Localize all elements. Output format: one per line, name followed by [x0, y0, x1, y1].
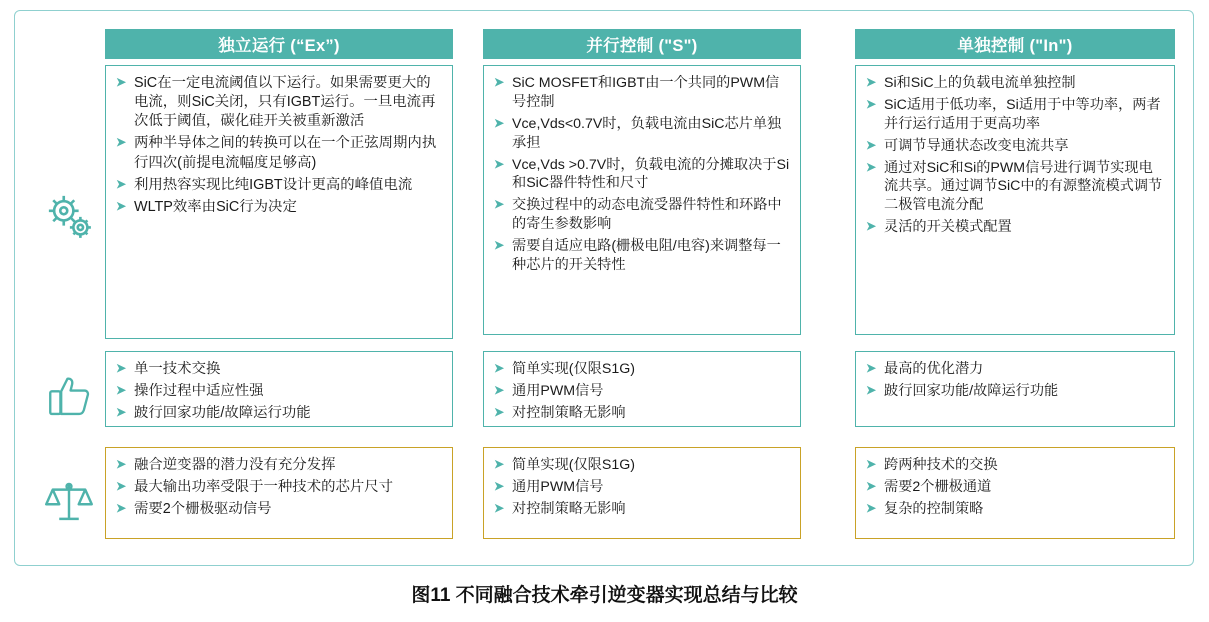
bullet-arrow-icon: ➤ [494, 478, 505, 493]
feature-list [862, 74, 1166, 237]
bullet-arrow-icon: ➤ [866, 500, 877, 515]
bullet-arrow-icon: ➤ [494, 500, 505, 515]
list-item [112, 360, 444, 379]
column-parallel [483, 11, 801, 565]
list-item-text: Vce,Vds >0.7V时，负载电流的分摊取决于Si和SiC器件特性和尺寸 [512, 156, 790, 192]
gear-icon [33, 61, 105, 371]
list-item [862, 159, 1166, 216]
bullet-arrow-icon: ➤ [116, 501, 127, 516]
list-item [490, 404, 792, 423]
bullet-arrow-icon: ➤ [494, 361, 505, 375]
thumbs-up-icon [33, 351, 105, 441]
list-item-text: 跛行回家功能/故障运行功能 [134, 405, 311, 422]
list-item-text: SiC在一定电流阈值以下运行。如果需要更大的电流，则SiC关闭，只有IGBT运行。一旦电流再次低于阈值，碳化硅开关被重新激活 [134, 75, 436, 130]
list-item-text: 对控制策略无影响 [512, 404, 626, 421]
bullet-arrow-icon: ➤ [866, 219, 877, 234]
list-item-text: Si和SiC上的负载电流单独控制 [884, 75, 1076, 91]
list-item [490, 500, 792, 519]
column-pros-box [483, 351, 801, 427]
list-item-text: 跨两种技术的交换 [884, 457, 998, 473]
list-item [862, 74, 1166, 93]
list-item [112, 176, 444, 195]
bullet-arrow-icon: ➤ [116, 176, 127, 191]
figure-caption: 图11 不同融合技术牵引逆变器实现总结与比较 [411, 585, 798, 606]
list-item-text: 简单实现(仅限S1G) [512, 361, 635, 377]
bullet-arrow-icon: ➤ [866, 457, 877, 471]
feature-list [112, 74, 444, 217]
list-item-text: 简单实现(仅限S1G) [512, 457, 635, 473]
column-title: 并行控制 ("S") [483, 29, 801, 59]
list-item [112, 478, 444, 497]
list-item [112, 404, 444, 423]
list-item-text: 通过对SiC和Si的PWM信号进行调节实现电流共享。通过调节SiC中的有源整流模式调节二极管电流分配 [884, 159, 1163, 214]
list-item [490, 115, 792, 153]
bullet-arrow-icon: ➤ [116, 479, 127, 494]
bullet-arrow-icon: ➤ [494, 115, 505, 130]
list-item-text: 单一技术交换 [134, 361, 221, 377]
pros-list [490, 360, 792, 423]
list-item [490, 237, 792, 275]
bullet-arrow-icon: ➤ [866, 361, 877, 375]
bullet-arrow-icon: ➤ [116, 361, 127, 375]
cons-list [112, 456, 444, 519]
column-individual [855, 11, 1175, 565]
list-item-text: 可调节导通状态改变电流共享 [884, 137, 1069, 154]
list-item-text: 交换过程中的动态电流受器件特性和环路中的寄生参数影响 [512, 197, 782, 233]
bullet-arrow-icon: ➤ [494, 457, 505, 471]
list-item-text: 最高的优化潜力 [884, 361, 984, 377]
list-item [862, 500, 1166, 519]
column-cons-box [855, 447, 1175, 539]
bullet-arrow-icon: ➤ [494, 238, 505, 252]
column-main-box [105, 65, 453, 339]
column-main-box [855, 65, 1175, 335]
list-item [490, 478, 792, 497]
list-item-text: 需要自适应电路(栅极电阻/电容)来调整每一种芯片的开关特性 [512, 238, 781, 273]
list-item [112, 500, 444, 519]
list-item [112, 198, 444, 217]
bullet-arrow-icon: ➤ [116, 405, 127, 420]
bullet-arrow-icon: ➤ [116, 198, 127, 213]
comparison-diagram-frame [14, 10, 1194, 566]
list-item [862, 478, 1166, 497]
bullet-arrow-icon: ➤ [494, 156, 505, 171]
list-item-text: 最大输出功率受限于一种技术的芯片尺寸 [134, 479, 394, 496]
list-item-text: SiC适用于低功率，Si适用于中等功率，两者并行运行适用于更高功率 [884, 96, 1161, 132]
list-item [112, 74, 444, 131]
column-title: 独立运行 (“Ex”) [105, 29, 453, 59]
column-cons-box [483, 447, 801, 539]
list-item-text: WLTP效率由SiC行为决定 [134, 198, 297, 215]
column-pros-box [855, 351, 1175, 427]
list-item [490, 74, 792, 112]
list-item-text: 操作过程中适应性强 [134, 383, 264, 400]
list-item [490, 382, 792, 401]
list-item-text: SiC MOSFET和IGBT由一个共同的PWM信号控制 [512, 75, 780, 110]
column-cons-box [105, 447, 453, 539]
bullet-arrow-icon: ➤ [116, 457, 127, 471]
list-item [112, 134, 444, 172]
list-item [490, 156, 792, 194]
bullet-arrow-icon: ➤ [866, 137, 877, 152]
list-item-text: Vce,Vds<0.7V时，负载电流由SiC芯片单独承担 [512, 115, 782, 151]
list-item [490, 360, 792, 379]
list-item-text: 对控制策略无影响 [512, 500, 626, 517]
list-item-text: 复杂的控制策略 [884, 500, 984, 517]
list-item [112, 382, 444, 401]
list-item-text: 通用PWM信号 [512, 382, 604, 399]
list-item-text: 需要2个栅极驱动信号 [134, 501, 272, 518]
bullet-arrow-icon: ➤ [494, 75, 505, 89]
list-item [862, 360, 1166, 379]
list-item [490, 196, 792, 234]
bullet-arrow-icon: ➤ [116, 75, 127, 89]
list-item-text: 需要2个栅极通道 [884, 478, 992, 495]
bullet-arrow-icon: ➤ [866, 96, 877, 111]
list-item-text: 灵活的开关模式配置 [884, 219, 1012, 236]
list-item [862, 96, 1166, 134]
list-item [490, 456, 792, 475]
bullet-arrow-icon: ➤ [494, 197, 505, 212]
list-item-text: 融合逆变器的潜力没有充分发挥 [134, 457, 336, 473]
column-independent [105, 11, 453, 565]
list-item [862, 456, 1166, 475]
column-title: 单独控制 ("In") [855, 29, 1175, 59]
feature-list [490, 74, 792, 275]
list-item [862, 382, 1166, 401]
list-item-text: 利用热容实现比纯IGBT设计更高的峰值电流 [134, 176, 413, 193]
bullet-arrow-icon: ➤ [116, 135, 127, 150]
list-item [862, 137, 1166, 156]
pros-list [112, 360, 444, 423]
bullet-arrow-icon: ➤ [866, 382, 877, 397]
column-pros-box [105, 351, 453, 427]
bullet-arrow-icon: ➤ [494, 382, 505, 397]
list-item [112, 456, 444, 475]
list-item [862, 218, 1166, 237]
cons-list [862, 456, 1166, 519]
bullet-arrow-icon: ➤ [116, 383, 127, 398]
list-item-text: 两种半导体之间的转换可以在一个正弦周期内执行四次(前提电流幅度足够高) [134, 135, 437, 171]
pros-list [862, 360, 1166, 401]
cons-list [490, 456, 792, 519]
list-item-text: 跛行回家功能/故障运行功能 [884, 382, 1059, 399]
list-item-text: 通用PWM信号 [512, 478, 604, 495]
bullet-arrow-icon: ➤ [494, 404, 505, 419]
bullet-arrow-icon: ➤ [866, 75, 877, 89]
scales-icon [33, 451, 105, 551]
bullet-arrow-icon: ➤ [866, 478, 877, 493]
bullet-arrow-icon: ➤ [866, 159, 877, 174]
column-main-box [483, 65, 801, 335]
